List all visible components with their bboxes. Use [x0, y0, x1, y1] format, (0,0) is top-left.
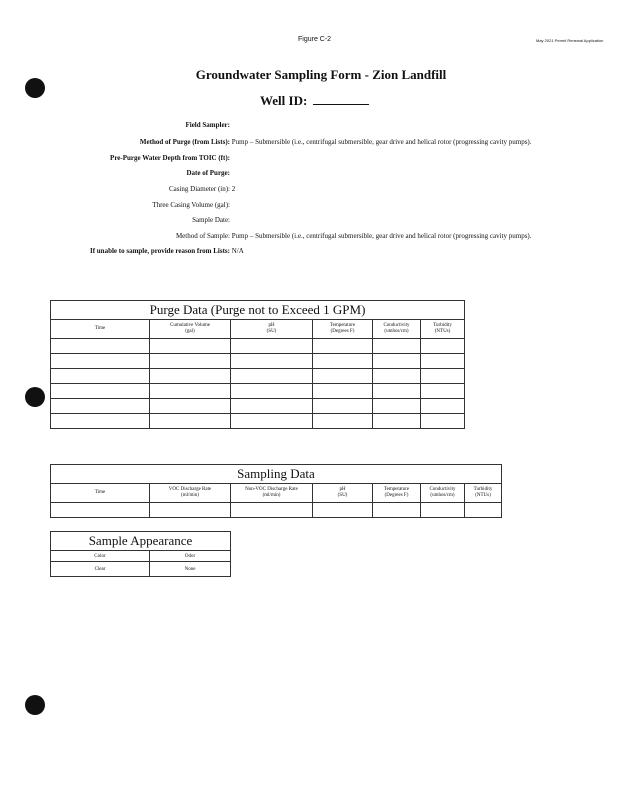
punch-hole-middle [25, 387, 45, 407]
column-header: Time [51, 484, 150, 503]
sampling-data-table [50, 464, 502, 518]
column-header: Cumulative Volume (gal) [150, 320, 231, 339]
field-label: If unable to sample, provide reason from Lists: [89, 247, 230, 255]
purge-table-title: Purge Data (Purge not to Exceed 1 GPM) [51, 301, 465, 320]
column-header: Conductivity (umhos/cm) [421, 484, 465, 503]
field-sampler [0, 121, 230, 129]
appearance-value-row [51, 562, 231, 577]
column-header: Conductivity (umhos/cm) [373, 320, 421, 339]
odor-value[interactable]: None [150, 562, 231, 577]
sampling-header-row [51, 484, 502, 503]
figure-label: Figure C-2 [298, 36, 332, 43]
well-id-row [260, 93, 369, 109]
table-row [51, 384, 465, 399]
column-header: Temperature (Degrees F) [313, 320, 373, 339]
purge-header-row [51, 320, 465, 339]
table-row [51, 414, 465, 429]
sample-appearance-table [50, 531, 231, 577]
well-id-label: Well ID: [260, 93, 308, 108]
column-header: Turbidity (NTUs) [465, 484, 502, 503]
field-label: Sample Date: [192, 216, 230, 224]
table-row [51, 399, 465, 414]
column-header: VOC Discharge Rate (ml/min) [150, 484, 231, 503]
column-header: Non-VOC Discharge Rate (ml/min) [231, 484, 313, 503]
form-title: Groundwater Sampling Form - Zion Landfill [195, 67, 447, 82]
color-value[interactable]: Clear [51, 562, 150, 577]
field-date-of-purge [0, 169, 230, 177]
field-casing-diameter [0, 185, 235, 193]
field-unable-reason [0, 247, 244, 255]
column-header: Odor [150, 551, 231, 562]
sampling-table-title: Sampling Data [51, 465, 502, 484]
table-row [51, 503, 502, 518]
field-method-of-sample [0, 232, 532, 240]
table-row [51, 339, 465, 354]
column-header: Time [51, 320, 150, 339]
field-method-of-purge [0, 138, 532, 146]
header-right-note: May 2021 Permit Renewal Application [536, 38, 604, 43]
field-value[interactable]: Pump – Submersible (i.e., centrifugal submersible, gear drive and helical rotor (progressing cavity pumps). [231, 138, 532, 146]
column-header: Turbidity (NTUs) [421, 320, 465, 339]
table-row [51, 369, 465, 384]
field-sample-date [0, 216, 230, 224]
appearance-header-row [51, 551, 231, 562]
well-id-blank[interactable] [313, 93, 369, 105]
field-label: Pre-Purge Water Depth from TOIC (ft): [110, 154, 230, 162]
table-row [51, 354, 465, 369]
column-header: pH (SU) [313, 484, 373, 503]
field-label: Casing Diameter (in): [168, 185, 230, 193]
field-label: Three Casing Volume (gal): [152, 201, 230, 209]
field-value[interactable]: N/A [231, 247, 244, 255]
field-label: Method of Purge (from Lists): [139, 138, 230, 146]
field-three-casing-volume [0, 201, 230, 209]
field-label: Method of Sample: [175, 232, 230, 240]
column-header: pH (SU) [231, 320, 313, 339]
field-label: Date of Purge: [186, 169, 230, 177]
column-header: Temperature (Degrees F) [373, 484, 421, 503]
field-value[interactable]: Pump – Submersible (i.e., centrifugal submersible, gear drive and helical rotor (progressing cavity pumps). [231, 232, 532, 240]
field-pre-purge-depth [0, 154, 230, 162]
appearance-table-title: Sample Appearance [51, 532, 231, 551]
punch-hole-bottom [25, 695, 45, 715]
field-label: Field Sampler: [185, 121, 230, 129]
column-header: Color [51, 551, 150, 562]
field-value[interactable]: 2 [231, 185, 236, 193]
purge-data-table [50, 300, 465, 429]
